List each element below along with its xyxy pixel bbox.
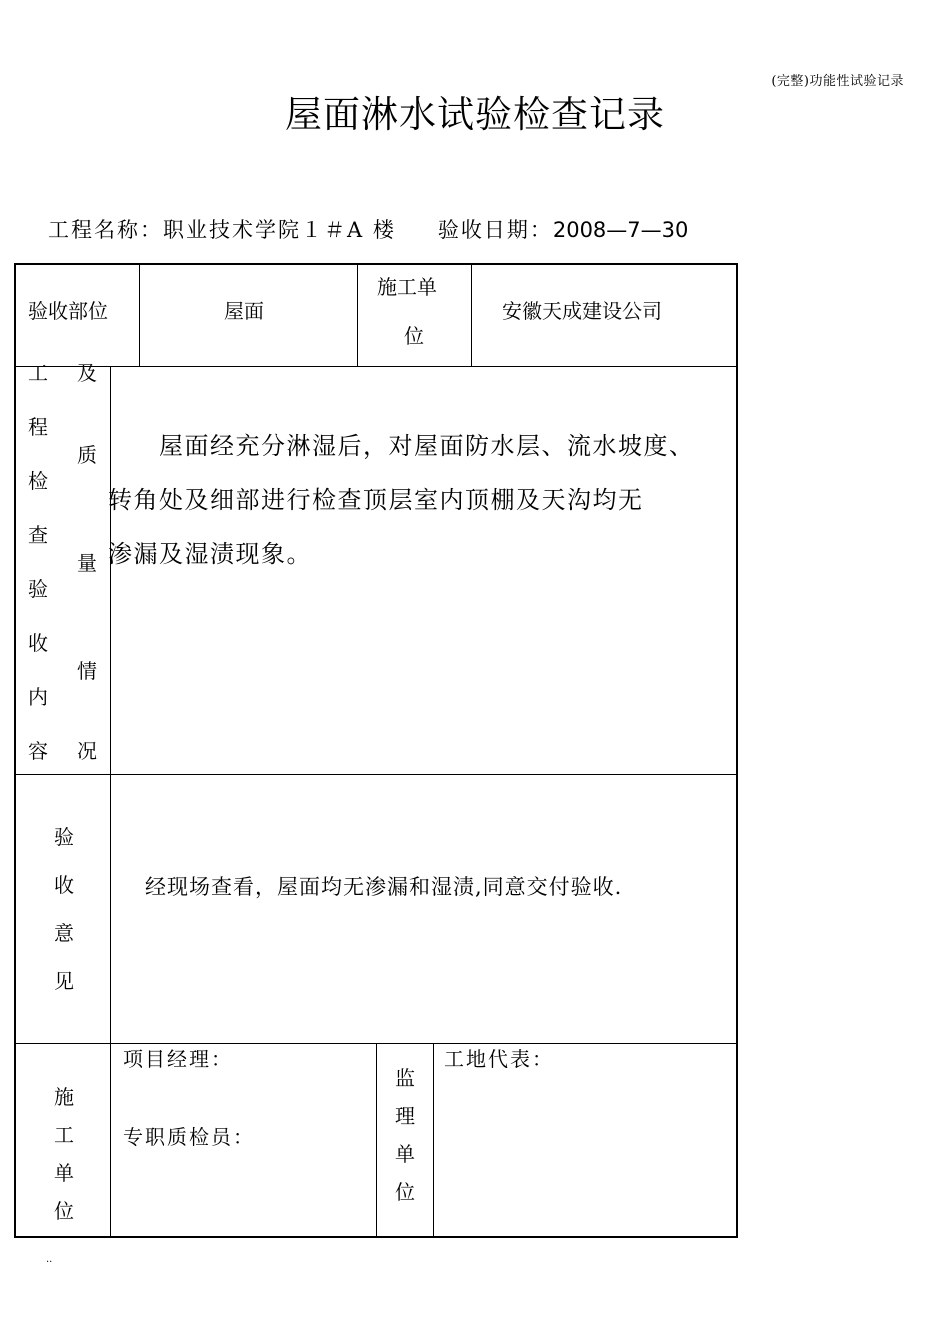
- page-title: 屋面淋水试验检查记录: [285, 93, 665, 136]
- footer-mark: ..: [46, 1254, 53, 1265]
- rule-row1: [16, 366, 736, 367]
- quality-inspector-label: 专职质检员：: [123, 1125, 255, 1149]
- date-value: 2008—7—30: [552, 218, 689, 242]
- rule-v-unit-l: [357, 265, 358, 366]
- quality-line-3: 渗漏及湿渍现象。: [108, 540, 312, 568]
- rule-v-supervisor-l: [376, 1043, 377, 1236]
- rule-v-part: [139, 265, 140, 366]
- quality-description: [108, 432, 718, 568]
- part-value: 屋面: [224, 299, 264, 323]
- inspection-form: 验收部位 屋面 施工单 位 安徽天成建设公司 工 程 检 查 验 收 内 容 及 质 量 情 况 验 收 意 见 经现场查看，屋面均无渗漏和湿渍,同意交付验收. 施 工 单 位 项目经理： 专职质检员： 监 理 单 位 工地代表：: [14, 263, 738, 1238]
- part-label: 验收部位: [28, 299, 108, 323]
- meta-line: [48, 214, 688, 244]
- project-value: 职业技术学院１＃A 楼: [163, 218, 396, 242]
- quality-line-1: 屋面经充分淋湿后，对屋面防水层、流水坡度、: [108, 432, 695, 460]
- project-label: 工程名称：: [48, 218, 163, 242]
- date-label: 验收日期：: [437, 218, 553, 242]
- rule-v-unit-r: [471, 265, 472, 366]
- rule-v-supervisor-r: [433, 1043, 434, 1236]
- header-note: (完整)功能性试验记录: [771, 74, 904, 89]
- quality-line-2: 转角处及细部进行检查顶层室内顶棚及天沟均无: [108, 486, 644, 514]
- rule-row2: [16, 774, 736, 775]
- unit-value: 安徽天成建设公司: [502, 299, 662, 323]
- project-manager-label: 项目经理：: [123, 1047, 233, 1071]
- unit-label-line1: 施工单: [377, 275, 437, 299]
- unit-label-line2: 位: [404, 324, 424, 348]
- site-representative-label: 工地代表：: [444, 1047, 554, 1071]
- opinion-text: 经现场查看，屋面均无渗漏和湿渍,同意交付验收.: [145, 875, 623, 899]
